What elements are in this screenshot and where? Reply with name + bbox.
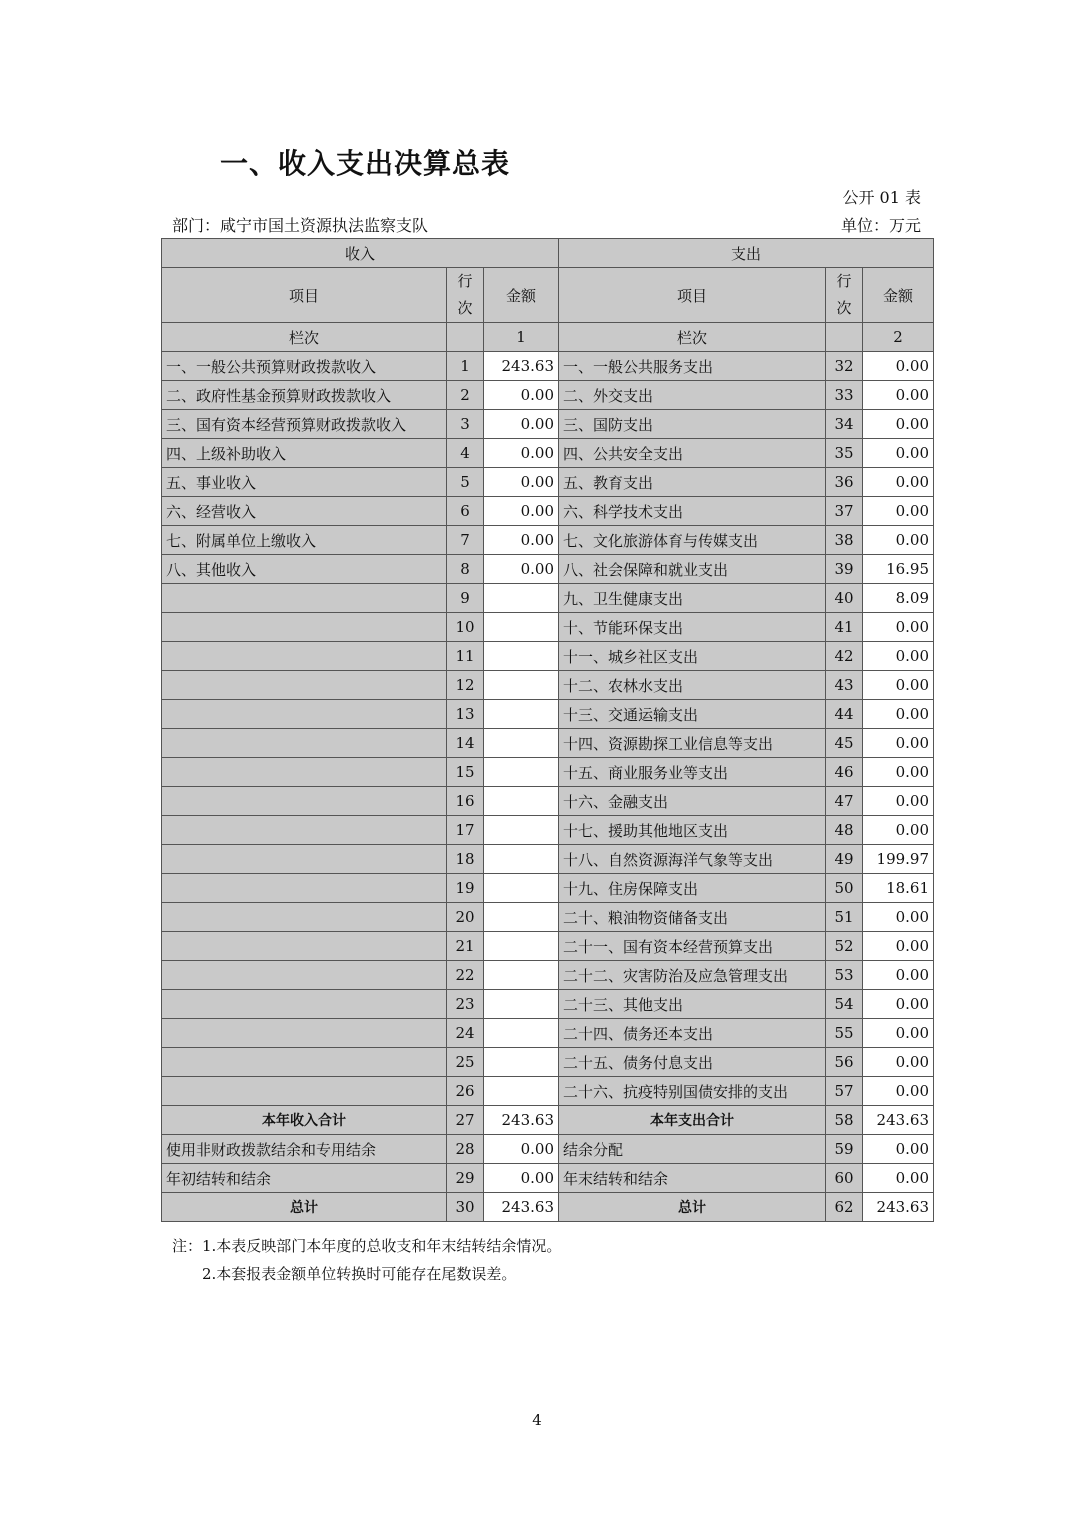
income-row-no-cell: 23 [447,990,484,1019]
income-summary-amount-cell: 243.63 [484,1193,559,1222]
income-col-empty [447,323,484,352]
expense-row-no-cell: 44 [826,700,863,729]
income-item-cell [162,1048,447,1077]
expense-row-no-cell: 37 [826,497,863,526]
expense-item-cell: 二十一、国有资本经营预算支出 [559,932,826,961]
table-row [162,758,934,787]
income-amount-cell: 0.00 [484,497,559,526]
expense-summary-item-cell: 总计 [559,1193,826,1222]
expense-row-no-cell: 33 [826,381,863,410]
expense-item-cell: 二十四、债务还本支出 [559,1019,826,1048]
expense-row-no-cell: 42 [826,642,863,671]
income-item-header: 项目 [162,268,447,323]
income-row-no-cell: 5 [447,468,484,497]
footnotes [172,1232,561,1288]
income-row-no-cell: 26 [447,1077,484,1106]
expense-amount-cell: 0.00 [863,816,934,845]
income-row-no-cell: 24 [447,1019,484,1048]
income-amount-cell [484,845,559,874]
expense-amount-cell: 0.00 [863,990,934,1019]
income-summary-item-cell: 总计 [162,1193,447,1222]
income-row-no-cell: 22 [447,961,484,990]
table-row [162,1077,934,1106]
footnote-2: 2.本套报表金额单位转换时可能存在尾数误差。 [202,1265,517,1283]
expense-row-no-cell: 52 [826,932,863,961]
table-row [162,700,934,729]
table-row [162,787,934,816]
budget-summary-table [161,238,934,1222]
income-summary-item-cell: 年初结转和结余 [162,1164,447,1193]
income-summary-amount-cell: 0.00 [484,1135,559,1164]
expense-summary-item-cell: 年末结转和结余 [559,1164,826,1193]
income-row-no-cell: 17 [447,816,484,845]
income-item-cell [162,613,447,642]
expense-amount-cell: 0.00 [863,787,934,816]
income-item-cell: 四、上级补助收入 [162,439,447,468]
expense-item-cell: 二十五、债务付息支出 [559,1048,826,1077]
expense-row-no-cell: 47 [826,787,863,816]
income-item-cell [162,845,447,874]
income-row-no-cell: 7 [447,526,484,555]
table-row [162,381,934,410]
expense-amount-cell: 0.00 [863,642,934,671]
income-amount-cell: 0.00 [484,410,559,439]
income-item-cell: 五、事业收入 [162,468,447,497]
table-row [162,439,934,468]
income-item-cell [162,758,447,787]
income-amount-cell [484,874,559,903]
expense-row-no-cell: 43 [826,671,863,700]
expense-row-no-cell: 49 [826,845,863,874]
expense-item-cell: 一、一般公共服务支出 [559,352,826,381]
income-item-cell: 三、国有资本经营预算财政拨款收入 [162,410,447,439]
income-amount-cell: 0.00 [484,468,559,497]
income-amount-cell [484,758,559,787]
expense-summary-row-no-cell: 59 [826,1135,863,1164]
expense-item-cell: 十、节能环保支出 [559,613,826,642]
income-row-no-cell: 16 [447,787,484,816]
expense-item-cell: 六、科学技术支出 [559,497,826,526]
income-summary-row-no-cell: 29 [447,1164,484,1193]
income-amount-cell [484,961,559,990]
expense-item-cell: 十六、金融支出 [559,787,826,816]
income-row-no-cell: 21 [447,932,484,961]
expense-summary-row-no-cell: 58 [826,1106,863,1135]
income-amount-cell [484,671,559,700]
department-label: 部门：咸宁市国土资源执法监察支队 [172,216,429,235]
income-row-no-cell: 18 [447,845,484,874]
table-row [162,613,934,642]
income-summary-row-no-cell: 30 [447,1193,484,1222]
income-row-no-cell: 10 [447,613,484,642]
expense-item-cell: 八、社会保障和就业支出 [559,555,826,584]
unit-label: 单位：万元 [840,216,921,235]
income-summary-row-no-cell: 27 [447,1106,484,1135]
income-row-no-cell: 8 [447,555,484,584]
expense-row-no-cell: 45 [826,729,863,758]
expense-amount-cell: 0.00 [863,439,934,468]
income-amount-cell [484,584,559,613]
row-no-header-line2: 次 [836,299,852,317]
income-item-cell [162,903,447,932]
page-title: 一、收入支出决算总表 [220,147,511,180]
expense-item-cell: 十一、城乡社区支出 [559,642,826,671]
expense-item-cell: 三、国防支出 [559,410,826,439]
expense-row-no-cell: 41 [826,613,863,642]
expense-row-no-cell: 38 [826,526,863,555]
expense-amount-cell: 0.00 [863,1019,934,1048]
table-code: 公开 01 表 [842,188,921,207]
income-amount-cell: 0.00 [484,555,559,584]
income-amount-cell [484,990,559,1019]
expense-amount-cell: 16.95 [863,555,934,584]
expense-row-no-cell: 39 [826,555,863,584]
table-row [162,816,934,845]
expense-row-no-cell: 35 [826,439,863,468]
income-amount-cell [484,1048,559,1077]
table-row [162,845,934,874]
income-row-no-cell: 4 [447,439,484,468]
expense-amount-cell: 18.61 [863,874,934,903]
header-row-columns [162,268,934,323]
income-amount-cell [484,1077,559,1106]
expense-summary-amount-cell: 0.00 [863,1135,934,1164]
income-row-no-cell: 15 [447,758,484,787]
row-no-header-line2: 次 [457,299,473,317]
income-amount-cell [484,816,559,845]
table-row [162,671,934,700]
expense-amount-cell: 0.00 [863,700,934,729]
table-row [162,468,934,497]
income-amount-cell [484,613,559,642]
expense-row-no-cell: 54 [826,990,863,1019]
income-amount-cell [484,932,559,961]
income-row-no-cell: 19 [447,874,484,903]
expense-amount-cell: 0.00 [863,613,934,642]
expense-item-cell: 十七、援助其他地区支出 [559,816,826,845]
income-item-cell [162,642,447,671]
summary-row [162,1135,934,1164]
income-row-no-cell: 12 [447,671,484,700]
expense-amount-cell: 0.00 [863,410,934,439]
table-row [162,961,934,990]
income-item-cell [162,874,447,903]
expense-row-no-cell: 40 [826,584,863,613]
table-row [162,497,934,526]
income-item-cell [162,700,447,729]
page-number: 4 [532,1411,542,1429]
expense-item-cell: 十四、资源勘探工业信息等支出 [559,729,826,758]
table-row [162,555,934,584]
expense-amount-cell: 0.00 [863,729,934,758]
income-item-cell [162,961,447,990]
income-item-cell [162,671,447,700]
summary-row [162,1193,934,1222]
income-item-cell [162,1077,447,1106]
row-no-header-line1: 行 [836,272,852,290]
expense-summary-row-no-cell: 62 [826,1193,863,1222]
expense-summary-amount-cell: 243.63 [863,1193,934,1222]
income-row-no-cell: 3 [447,410,484,439]
income-item-cell [162,584,447,613]
expense-summary-item-cell: 本年支出合计 [559,1106,826,1135]
expense-amount-cell: 0.00 [863,526,934,555]
expense-row-no-cell: 57 [826,1077,863,1106]
expense-amount-cell: 0.00 [863,961,934,990]
income-summary-item-cell: 本年收入合计 [162,1106,447,1135]
income-item-cell [162,932,447,961]
income-section-header: 收入 [162,239,559,268]
expense-row-no-cell: 32 [826,352,863,381]
income-col-label: 栏次 [162,323,447,352]
expense-item-cell: 二十六、抗疫特别国债安排的支出 [559,1077,826,1106]
income-item-cell: 八、其他收入 [162,555,447,584]
table-row [162,874,934,903]
income-row-no-cell: 9 [447,584,484,613]
expense-row-no-cell: 34 [826,410,863,439]
footnote-1: 注：1.本表反映部门本年度的总收支和年末结转结余情况。 [172,1237,562,1255]
expense-item-cell: 十八、自然资源海洋气象等支出 [559,845,826,874]
expense-amount-cell: 199.97 [863,845,934,874]
income-amount-cell: 0.00 [484,439,559,468]
income-item-cell: 六、经营收入 [162,497,447,526]
expense-section-header: 支出 [559,239,934,268]
expense-item-cell: 二十三、其他支出 [559,990,826,1019]
income-amount-header: 金额 [484,268,559,323]
expense-row-no-cell: 51 [826,903,863,932]
expense-item-cell: 七、文化旅游体育与传媒支出 [559,526,826,555]
expense-item-cell: 十三、交通运输支出 [559,700,826,729]
summary-row [162,1106,934,1135]
income-summary-amount-cell: 0.00 [484,1164,559,1193]
table-row [162,990,934,1019]
expense-col-index: 2 [863,323,934,352]
expense-amount-cell: 8.09 [863,584,934,613]
row-no-header-line1: 行 [457,272,473,290]
income-amount-cell: 0.00 [484,381,559,410]
expense-item-cell: 五、教育支出 [559,468,826,497]
income-item-cell [162,729,447,758]
income-item-cell: 七、附属单位上缴收入 [162,526,447,555]
expense-amount-cell: 0.00 [863,1048,934,1077]
income-summary-row-no-cell: 28 [447,1135,484,1164]
expense-amount-cell: 0.00 [863,671,934,700]
table-row [162,410,934,439]
expense-col-label: 栏次 [559,323,826,352]
income-amount-cell [484,700,559,729]
income-row-no-cell: 6 [447,497,484,526]
income-amount-cell [484,729,559,758]
expense-col-empty [826,323,863,352]
expense-item-header: 项目 [559,268,826,323]
income-row-no-cell: 20 [447,903,484,932]
expense-row-no-cell: 55 [826,1019,863,1048]
income-item-cell [162,990,447,1019]
table-row [162,526,934,555]
expense-item-cell: 十二、农林水支出 [559,671,826,700]
income-amount-cell [484,787,559,816]
expense-amount-cell: 0.00 [863,903,934,932]
expense-amount-cell: 0.00 [863,468,934,497]
expense-amount-cell: 0.00 [863,381,934,410]
expense-row-no-cell: 46 [826,758,863,787]
income-row-no-cell: 25 [447,1048,484,1077]
header-row-column-index [162,323,934,352]
expense-item-cell: 二十、粮油物资储备支出 [559,903,826,932]
table-row [162,1019,934,1048]
income-col-index: 1 [484,323,559,352]
expense-summary-amount-cell: 0.00 [863,1164,934,1193]
income-row-no-cell: 14 [447,729,484,758]
income-summary-amount-cell: 243.63 [484,1106,559,1135]
income-row-no-cell: 1 [447,352,484,381]
income-amount-cell [484,642,559,671]
income-amount-cell [484,903,559,932]
income-item-cell [162,787,447,816]
income-amount-cell: 243.63 [484,352,559,381]
expense-row-no-cell: 50 [826,874,863,903]
expense-summary-item-cell: 结余分配 [559,1135,826,1164]
expense-row-no-cell: 48 [826,816,863,845]
expense-item-cell: 九、卫生健康支出 [559,584,826,613]
expense-row-no-header [826,268,863,323]
income-row-no-header [447,268,484,323]
income-row-no-cell: 2 [447,381,484,410]
table-row [162,903,934,932]
expense-amount-cell: 0.00 [863,352,934,381]
income-item-cell [162,1019,447,1048]
expense-item-cell: 十五、商业服务业等支出 [559,758,826,787]
expense-summary-row-no-cell: 60 [826,1164,863,1193]
expense-item-cell: 四、公共安全支出 [559,439,826,468]
summary-row [162,1164,934,1193]
income-amount-cell: 0.00 [484,526,559,555]
expense-amount-header: 金额 [863,268,934,323]
expense-row-no-cell: 36 [826,468,863,497]
income-item-cell [162,816,447,845]
income-summary-item-cell: 使用非财政拨款结余和专用结余 [162,1135,447,1164]
income-item-cell: 一、一般公共预算财政拨款收入 [162,352,447,381]
income-row-no-cell: 11 [447,642,484,671]
expense-row-no-cell: 56 [826,1048,863,1077]
income-amount-cell [484,1019,559,1048]
expense-item-cell: 二十二、灾害防治及应急管理支出 [559,961,826,990]
expense-summary-amount-cell: 243.63 [863,1106,934,1135]
expense-amount-cell: 0.00 [863,758,934,787]
table-row [162,1048,934,1077]
table-row [162,584,934,613]
table-row [162,642,934,671]
expense-item-cell: 十九、住房保障支出 [559,874,826,903]
expense-item-cell: 二、外交支出 [559,381,826,410]
table-row [162,352,934,381]
table-row [162,729,934,758]
expense-amount-cell: 0.00 [863,1077,934,1106]
expense-amount-cell: 0.00 [863,497,934,526]
income-item-cell: 二、政府性基金预算财政拨款收入 [162,381,447,410]
table-row [162,932,934,961]
expense-amount-cell: 0.00 [863,932,934,961]
header-row-section [162,239,934,268]
income-row-no-cell: 13 [447,700,484,729]
expense-row-no-cell: 53 [826,961,863,990]
